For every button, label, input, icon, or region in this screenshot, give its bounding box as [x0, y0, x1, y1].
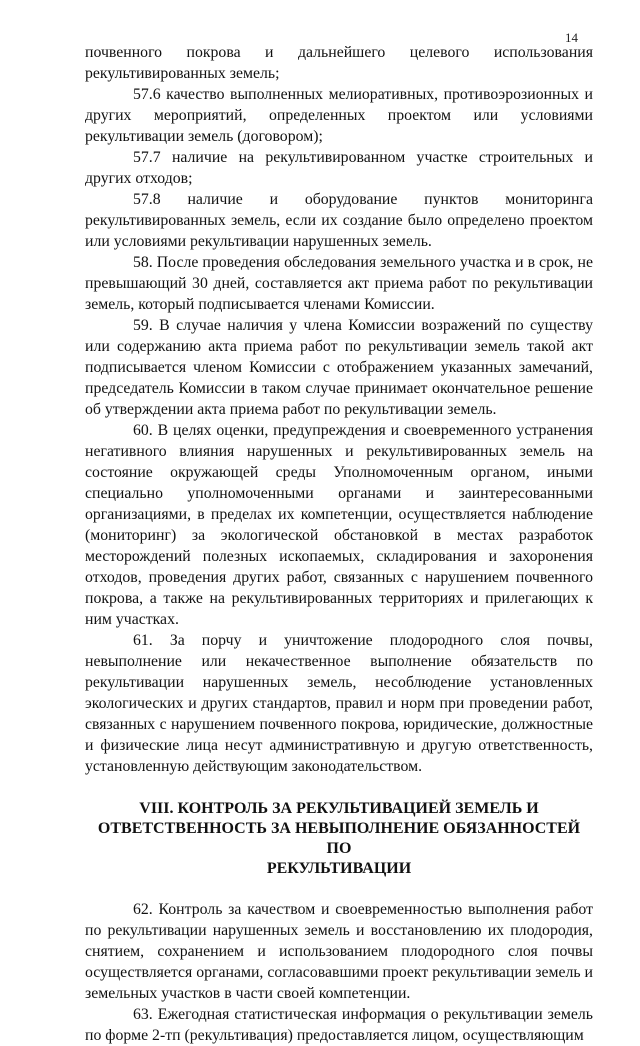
section-heading-line-1: VIII. КОНТРОЛЬ ЗА РЕКУЛЬТИВАЦИЕЙ ЗЕМЕЛЬ И [139, 800, 539, 817]
paragraph-60: 60. В целях оценки, предупреждения и своевременного устранения негативного влияния нарушенных и рекультивированных земель на состояние окружающей среды Уполномоченным органом, иными специально уполномоченными органами и заинтересованными организациями, в пределах их компетенции, осуществляется наблюдение (мониторинг) за экологической обстановкой в местах разработок месторождений полезных ископаемых, складирования и захоронения отходов, проведения других работ, связанных с нарушением почвенного покрова, а также на рекультивированных территориях и прилегающих к ним участках. [85, 422, 593, 628]
section-heading [85, 799, 593, 879]
paragraph-61: 61. За порчу и уничтожение плодородного слоя почвы, невыполнение или некачественное выполнение обязательств по рекультивации нарушенных земель, несоблюдение установленных экологических и других стандартов, правил и норм при проведении работ, связанных с нарушением почвенного покрова, юридические, должностные и физические лица несут административную и другую ответственность, установленную действующим законодательством. [85, 632, 593, 775]
section-heading-line-3: РЕКУЛЬТИВАЦИИ [266, 860, 412, 877]
paragraph-62: 62. Контроль за качеством и своевременностью выполнения работ по рекультивации нарушенных земель и восстановлению их плодородия, снятием, сохранением и использованием плодородного слоя почвы осуществляется органами, согласовавшими проект рекультивации земель и земельных участков в части своей компетенции. [85, 901, 593, 1002]
paragraph-59: 59. В случае наличия у члена Комиссии возражений по существу или содержанию акта приема работ по рекультивации земель такой акт подписывается членом Комиссии с отображением указанных замечаний, председатель Комиссии в таком случае принимает окончательное решение об утверждении акта приема работ по рекультивации земель. [85, 317, 593, 418]
paragraph-57-6: 57.6 качество выполненных мелиоративных, противоэрозионных и других мероприятий, определенных проектом или условиями рекультивации земель (договором); [85, 86, 593, 145]
paragraph-63: 63. Ежегодная статистическая информация о рекультивации земель по форме 2-тп (рекультивация) предоставляется лицом, осуществляющим [85, 1006, 593, 1044]
document-body [85, 42, 593, 1046]
paragraph-57-7: 57.7 наличие на рекультивированном участке строительных и других отходов; [85, 149, 593, 187]
page-number: 14 [565, 30, 578, 45]
paragraph-58: 58. После проведения обследования земельного участка и в срок, не превышающий 30 дней, составляется акт приема работ по рекультивации земель, который подписывается членами Комиссии. [85, 254, 593, 313]
section-heading-line-2: ОТВЕТСТВЕННОСТЬ ЗА НЕВЫПОЛНЕНИЕ ОБЯЗАННОСТЕЙ ПО [97, 820, 581, 857]
paragraph-57-8: 57.8 наличие и оборудование пунктов мониторинга рекультивированных земель, если их создание было определено проектом или условиями рекультивации нарушенных земель. [85, 191, 593, 250]
paragraph-57-5-continuation: почвенного покрова и дальнейшего целевого использования рекультивированных земель; [85, 44, 593, 82]
